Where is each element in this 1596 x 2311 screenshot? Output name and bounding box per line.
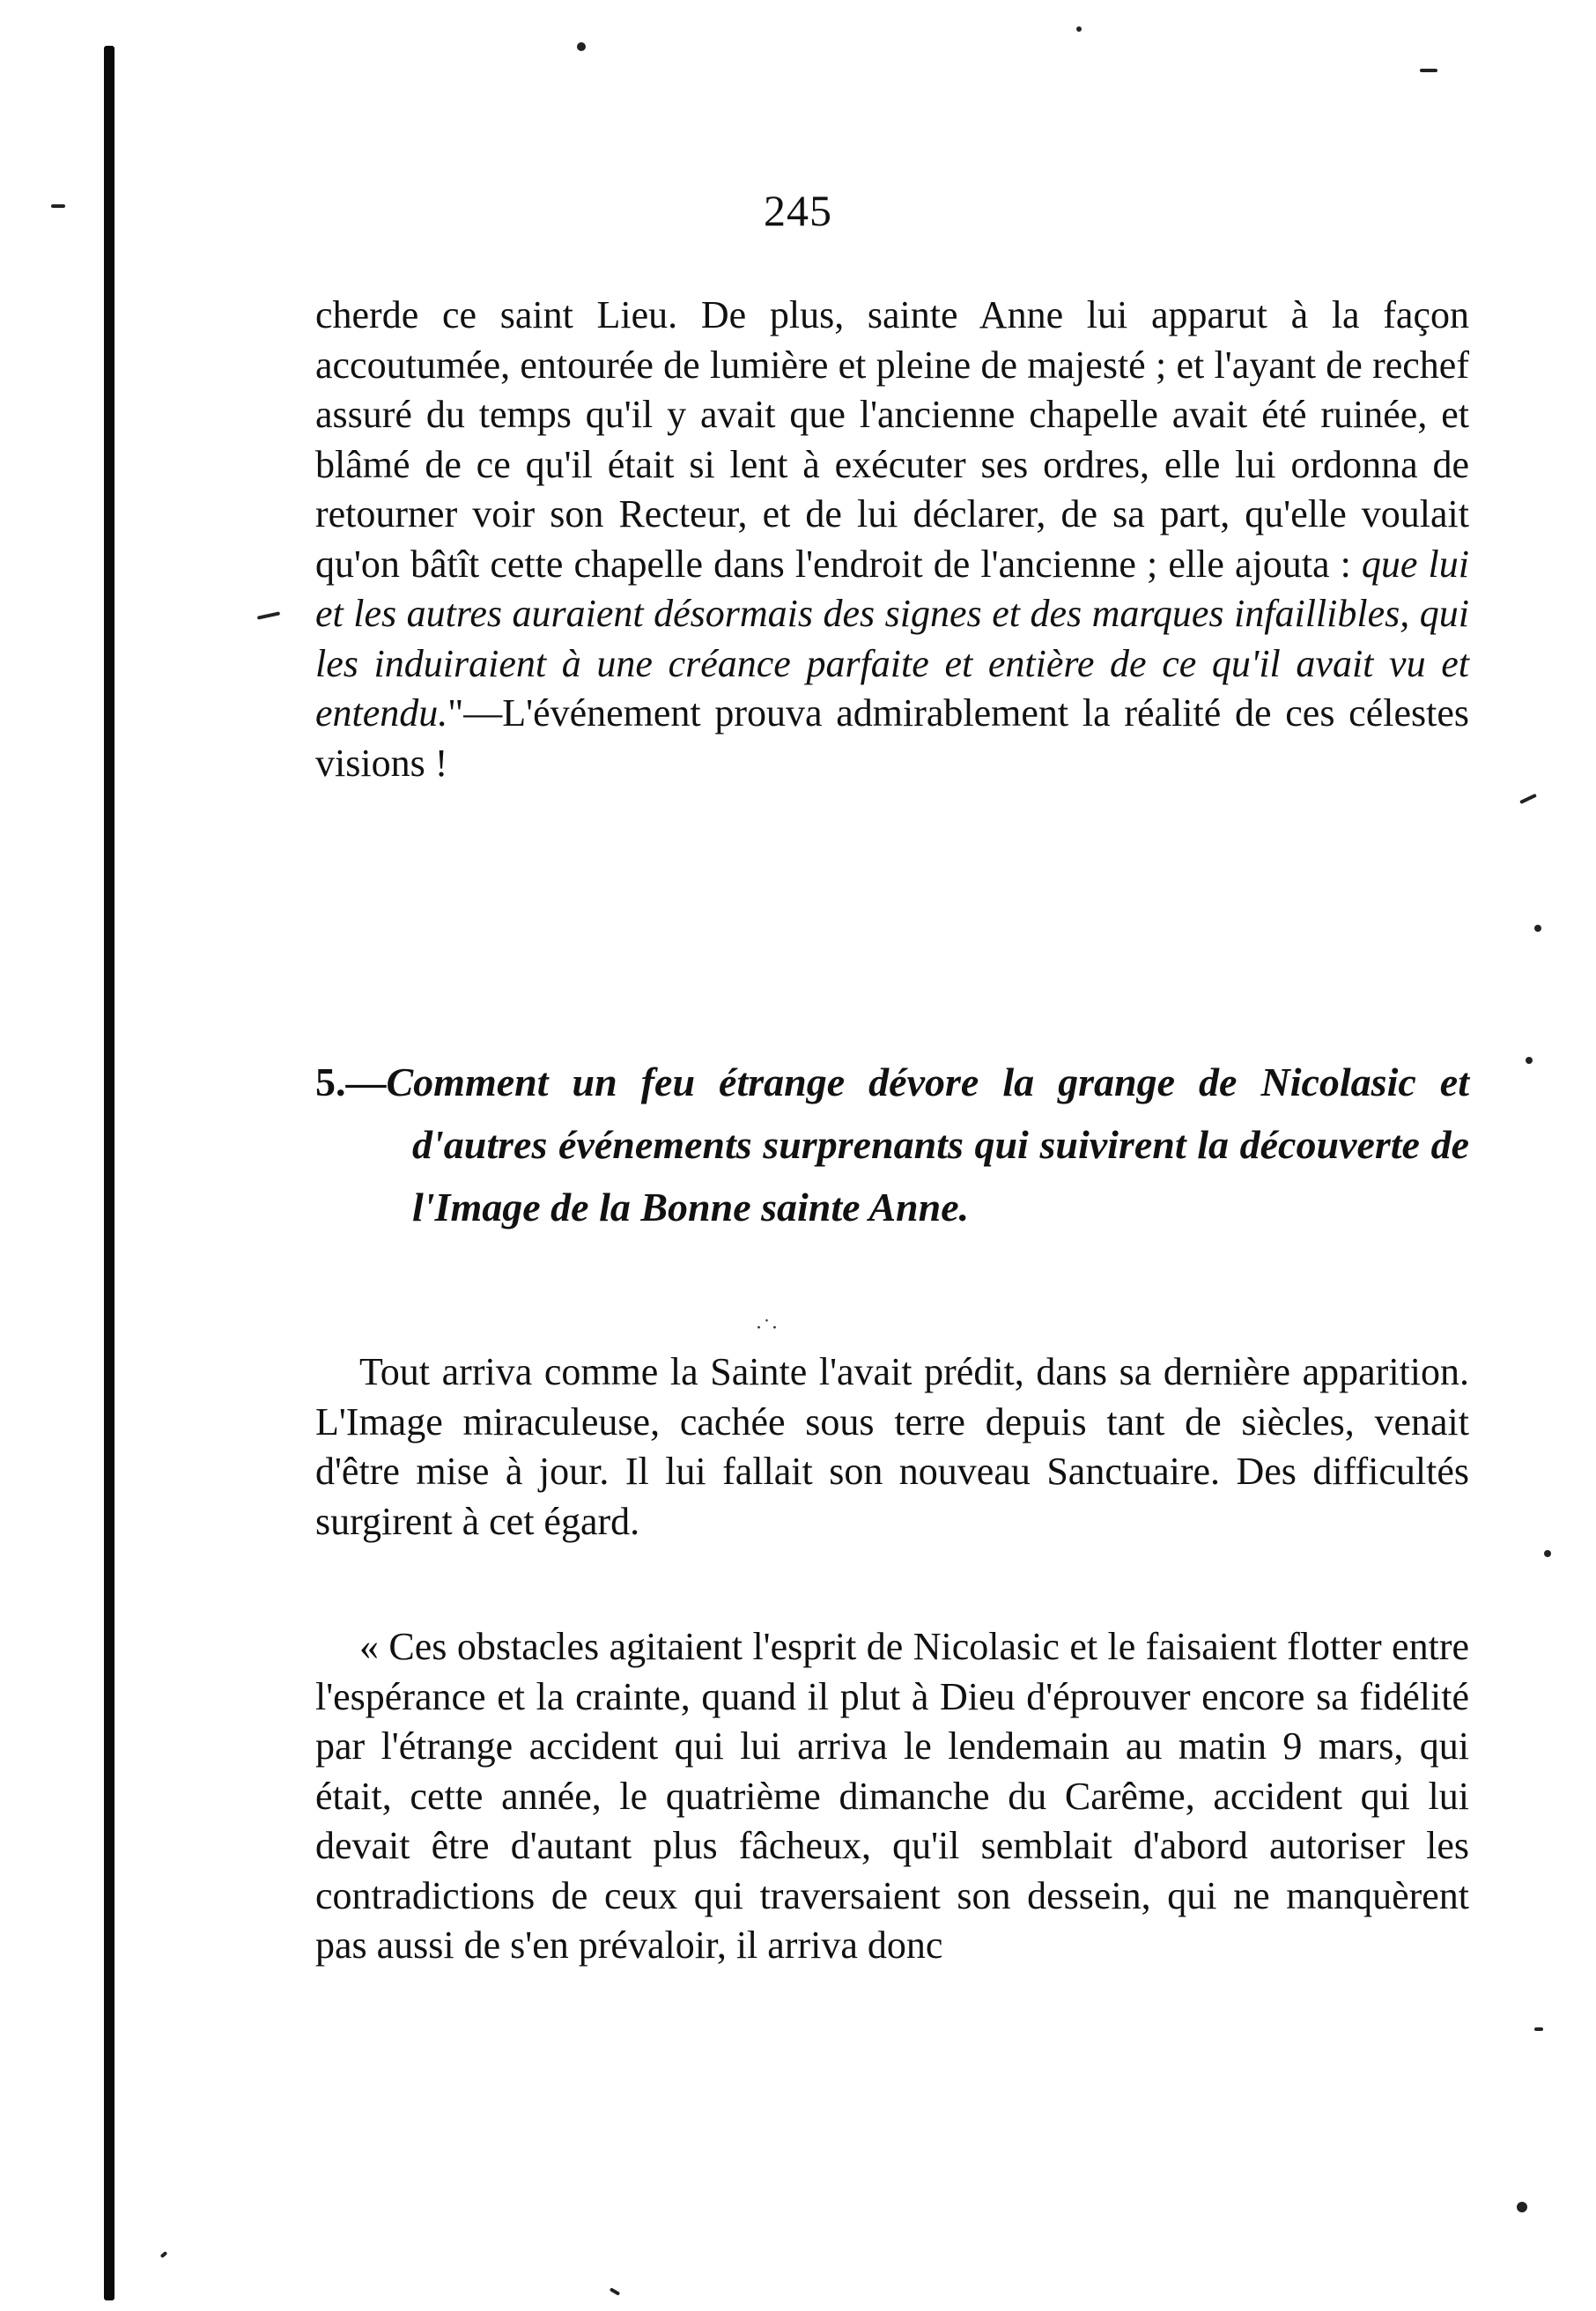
- page-binding-edge: [104, 46, 115, 2300]
- section-number: 5.—: [315, 1060, 387, 1104]
- print-speck: [577, 42, 586, 51]
- ornament-mark: ·˙·: [756, 1318, 778, 1340]
- print-speck: [1544, 1550, 1551, 1557]
- section-title: Comment un feu étrange dévore la grange de Nicolasic et d'autres événements surprenants qui suivirent la découverte de l'Image de la Bonne sainte Anne.: [386, 1060, 1469, 1229]
- paragraph-text: « Ces obstacles agitaient l'esprit de Nicolasic et le faisaient flotter entre l'espérance et la crainte, quand il plut à Dieu d'éprouver encore sa fidélité par l'étrange accident qui lui arriva le lendemain au matin 9 mars, qui était, cette année, le quatrième dimanche du Carême, accident qui lui devait être d'autant plus fâcheux, qu'il semblait d'abord autoriser les contradictions de ceux qui traversaient son dessein, qui ne manquèrent pas aussi de s'en prévaloir, il arriva donc: [315, 1625, 1469, 1967]
- print-speck: [1534, 925, 1541, 932]
- print-speck: [1526, 1057, 1533, 1064]
- paragraph-text: Tout arriva comme la Sainte l'avait prédit, dans sa dernière apparition. L'Image miraculeuse, cachée sous terre depuis tant de siècles, venait d'être mise à jour. Il lui fallait son nouveau Sanctuaire. Des difficultés surgirent à cet égard.: [315, 1350, 1469, 1543]
- print-speck: [1517, 2202, 1527, 2212]
- continuation-tail-text: "—L'événement prouva admirablement la réalité de ces célestes visions !: [315, 691, 1469, 785]
- page-number: 245: [764, 186, 832, 235]
- print-speck: [1076, 26, 1082, 32]
- print-speck: [1534, 2027, 1543, 2031]
- print-speck: [1420, 69, 1437, 72]
- print-speck: [160, 2251, 168, 2258]
- print-speck: [610, 2287, 620, 2295]
- body-paragraph-second: [315, 1622, 1469, 1971]
- print-speck: [257, 611, 280, 619]
- section-heading: [315, 1051, 1469, 1238]
- continuation-paragraph: [315, 291, 1469, 788]
- body-paragraph-first: [315, 1347, 1469, 1547]
- print-speck: [1519, 794, 1537, 804]
- continuation-italic-quote: que lui et les autres auraient désormais des signes et des marques infaillibles, qui les induiraient à une créance parfaite et entière de ce qu'il avait vu et entendu.: [315, 542, 1469, 735]
- continuation-roman-text: cherde ce saint Lieu. De plus, sainte Anne lui apparut à la façon accoutumée, entourée de lumière et pleine de majesté ; et l'ayant de rechef assuré du temps qu'il y avait que l'ancienne chapelle avait été ruinée, et blâmé de ce qu'il était si lent à exécuter ses ordres, elle lui ordonna de retourner voir son Recteur, et de lui déclarer, de sa part, qu'elle voulait qu'on bâtît cette chapelle dans l'endroit de l'ancienne ; elle ajouta :: [315, 293, 1469, 586]
